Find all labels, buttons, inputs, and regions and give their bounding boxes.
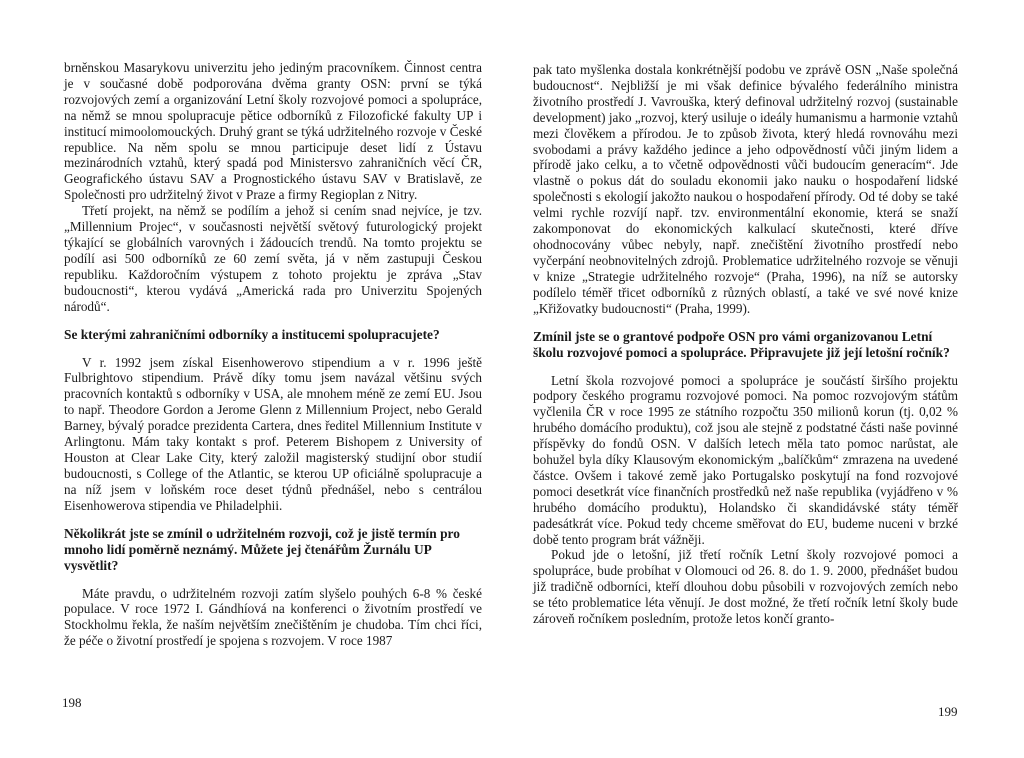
- paragraph: Letní škola rozvojové pomoci a spolupráce je součástí širšího projektu podpory českého programu rozvojové pomoci. Na pomoc rozvojovým státům vyčlenila ČR v roce 1995 ze státního rozpočtu 350 milionů korun (tj. 0,02 % hrubého domácího produktu), což jsou ale stejně z podstatné části naše povinné příspěvky do fondů OSN. V dalších letech měla tato pomoc narůstat, ale bohužel byla díky Klausovým ekonomickým „balíčkům“ zmrazena na uvedené částce. Ovšem i takové země jako Portugalsko poskytují na fond rozvojové pomoci desetkrát více finančních prostředků než naše republika (vyjádřeno v % hrubého domácího produktu), Holandsko či skandidávské státy téměř padesátkrát více. Pokud tedy chceme směřovat do EU, budeme nuceni v brzké době tento program brát vážněji.: [533, 372, 958, 547]
- paragraph: brněnskou Masarykovu univerzitu jeho jediným pracovníkem. Činnost centra je v současné době podporována dvěma granty OSN: první se týká rozvojových zemí a organizování Letní školy rozvojové pomoci a spolupráce, na němž se mnou spolupracuje pětice odborníků z Filozofické fakulty UP i institucí mimoolomouckých. Druhý grant se týká udržitelného rozvoje v České republice. Na něm spolu se mnou participuje deset lidí z Ústavu mezinárodních vztahů, který spadá pod Ministersvo zahraničních věcí ČR, Geografického ústavu SAV a Prognostického ústavu SAV v Bratislavě, ze Společnosti pro udržitelný život v Praze a firmy Regioplan z Nitry.: [64, 60, 482, 203]
- left-text-column: [64, 60, 482, 649]
- paragraph: Máte pravdu, o udržitelném rozvoji zatím slyšelo pouhých 6-8 % české populace. V roce 1972 I. Gándhíová na konferenci o životním prostředí ve Stockholmu řekla, že naším největším znečištěním je chudoba. Tím chci říci, že péče o životní prostředí je spojena s rozvojem. V roce 1987: [64, 585, 482, 649]
- interview-question: Několikrát jste se zmínil o udržitelném rozvoji, což je jistě termín pro mnoho lidí poměrně neznámý. Můžete jej čtenářům Žurnálu UP vysvětlit?: [64, 525, 460, 573]
- paragraph: Pokud jde o letošní, již třetí ročník Letní školy rozvojové pomoci a spolupráce, bude probíhat v Olomouci od 26. 8. do 1. 9. 2000, přednášet budou již tradičně odborníci, kteří dlouhou dobu působili v rozvojových zemích nebo se této problematice léta věnují. Je dost možné, že třetí ročník letní školy bude zároveň ročníkem posledním, protože letos končí granto-: [533, 547, 958, 627]
- paragraph: V r. 1992 jsem získal Eisenhowerovo stipendium a v r. 1996 ještě Fulbrightovo stipendium. Právě díky tomu jsem navázal většinu svých pracovních kontaktů s odborníky v USA, ale mnohem méně ze zemí EU. Jsou to např. Theodore Gordon a Jerome Glenn z Millennium Project, nebo Gerald Barney, bývalý poradce prezidenta Cartera, dnes ředitel Millennium Institute v Arlingtonu. Mám taky kontakt s prof. Peterem Bishopem z University of Houston at Clear Lake City, který založil magisterský studijní obor studií budoucnosti, s College of the Atlantic, se kterou UP oficiálně spolupracuje a na níž jsem v loňském roce deset týdnů přednášel, nebo s centrálou Eisenhowerova stipendia ve Philadelphii.: [64, 354, 482, 513]
- page-number: 199: [938, 704, 958, 719]
- interview-question: Se kterými zahraničními odborníky a institucemi spolupracujete?: [64, 326, 440, 342]
- right-page: [512, 0, 1024, 758]
- interview-question: Zmínil jste se o grantové podpoře OSN pro vámi organizovanou Letní školu rozvojové pomoci a spolupráce. Připravujete již její letošní ročník?: [533, 328, 950, 360]
- page-number: 198: [62, 695, 82, 710]
- right-text-column: [533, 62, 958, 627]
- paragraph: Třetí projekt, na němž se podílím a jehož si cením snad nejvíce, je tzv. „Millennium Projec“, v současnosti největší světový futurologický projekt týkající se globálních varovných i žádoucích trendů. Na tomto projektu se podílí asi 500 odborníků ze 60 zemí světa, já v něm zastupuji Českou republiku. Každoročním výstupem z tohoto projektu je zpráva „Stav budoucnosti“, kterou vydává „Americká rada pro Univerzitu Spojených národů“.: [64, 203, 482, 314]
- paragraph: pak tato myšlenka dostala konkrétnější podobu ve zprávě OSN „Naše společná budoucnost“. Nejbližší je mi však definice bývalého federálního ministra životního prostředí J. Vavrouška, který definoval udržitelný rozvoj (sustainable development) jako „rozvoj, který usiluje o ideály humanismu a harmonie vztahů mezi člověkem a přírodou. Je to způsob života, který hledá rovnováhu mezi svobodami a právy každého jedince a jeho odpovědností vůči jiným lidem a přírodě jako celku, a to včetně odpovědnosti vůči budoucím generacím“. Jde vlastně o pokus dát do souladu ekonomii jako nauku o hospodaření lidské společnosti s ekologií jakožto naukou o hospodaření přírody. Od té doby se také velmi rychle rozvíjí např. tzv. environmentální ekonomie, která se snaží zakomponovat do ekonomických kalkulací skutečnosti, které dříve ohodnocovány vůbec nebyly, např. znečištění životního prostředí nebo vyčerpání neobnovitelných zdrojů. Problematice udržitelného rozvoje se věnuji v knize „Strategie udržitelného rozvoje“ (Praha, 1996), na níž se autorsky podílelo téměř třicet odborníků z různých oblastí, a také ve své nové knize „Křižovatky budoucnosti“ (Praha, 1999).: [533, 62, 958, 316]
